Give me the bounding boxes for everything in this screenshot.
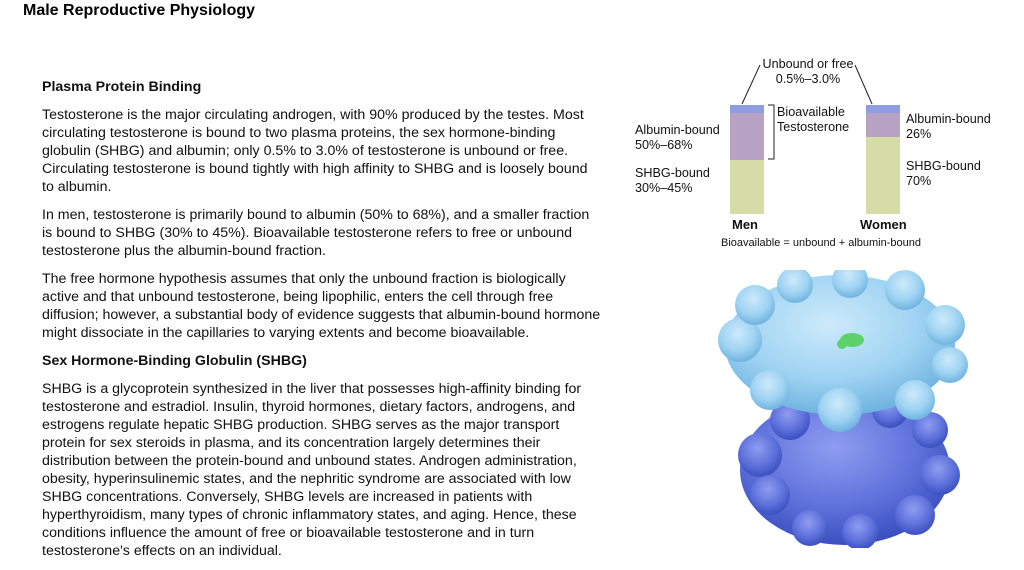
women-albumin-segment: [866, 113, 900, 137]
men-albumin-segment: [730, 113, 764, 160]
section-heading: Sex Hormone-Binding Globulin (SHBG): [42, 353, 307, 369]
paragraph: The free hormone hypothesis assumes that only the unbound fraction is biologically active and that unbound testosterone, being lipophilic, enters the cell through free diffusion; however, a substantial body of evidence suggests that albumin-bound hormone might dissociate in the capillaries to varying extents and become bioavailable.: [42, 271, 601, 341]
women-shbg-label-line2: 70%: [906, 174, 932, 188]
bioavailable-label-line1: Bioavailable: [777, 105, 845, 119]
unbound-label-line2: 0.5%–3.0%: [775, 72, 841, 86]
women-shbg-segment: [866, 137, 900, 214]
men-shbg-label: [635, 166, 710, 196]
paragraph: SHBG is a glycoprotein synthesized in the liver that possesses high-affinity binding for testosterone and estradiol. Insulin, thyroid hormones, dietary factors, androgens, and estrogens regulate hepatic SHBG production. SHBG serves as the major transport protein for sex steroids in plasma, and its concentration largely determines their distribution between the protein-bound and unbound states. Androgen administration, obesity, hyperinsulinemic states, and the nephritic syndrome are associated with low SHBG concentrations. Conversely, SHBG levels are increased in patients with hyperthyroidism, many types of chronic inflammatory states, and aging. Hence, these conditions influence the amount of free or bioavailable testosterone and in turn testosterone's effects on an individual.: [42, 381, 582, 559]
men-unbound-segment: [730, 105, 764, 113]
testosterone-binding-diagram: [620, 55, 1020, 265]
shbg-protein-structure-icon: [700, 270, 990, 548]
bioavailable-label-line2: Testosterone: [777, 120, 850, 134]
men-shbg-label-line1: SHBG-bound: [635, 166, 710, 180]
men-albumin-label: [635, 123, 720, 153]
women-albumin-label-line2: 26%: [906, 127, 932, 141]
paragraph: In men, testosterone is primarily bound to albumin (50% to 68%), and a smaller fraction is bound to SHBG (30% to 45%). Bioavailable testosterone refers to free or unbound testosterone plus the albumin-bound fraction.: [42, 207, 590, 259]
men-shbg-label-line2: 30%–45%: [635, 181, 693, 195]
men-albumin-label-line1: Albumin-bound: [635, 123, 720, 137]
women-unbound-segment: [866, 105, 900, 113]
diagram-footnote: Bioavailable = unbound + albumin-bound: [721, 237, 921, 249]
women-axis-label: Women: [860, 217, 907, 232]
article-body: [42, 78, 602, 570]
men-albumin-label-line2: 50%–68%: [635, 138, 693, 152]
women-shbg-label-line1: SHBG-bound: [906, 159, 981, 173]
section-heading: Plasma Protein Binding: [42, 79, 202, 95]
women-shbg-label: [906, 159, 981, 189]
women-albumin-label: [906, 112, 991, 142]
unbound-label-line1: Unbound or free: [762, 57, 854, 71]
women-albumin-label-line1: Albumin-bound: [906, 112, 991, 126]
paragraph: Testosterone is the major circulating androgen, with 90% produced by the testes. Most circulating testosterone is bound to two plasma proteins, the sex hormone-binding globulin (SHBG) and albumin; only 0.5% to 3.0% of testosterone is unbound or free. Circulating testosterone is bound tightly with high affinity to SHBG and is loosely bound to albumin.: [42, 107, 588, 195]
men-shbg-segment: [730, 160, 764, 214]
bioavailable-label: [777, 105, 849, 135]
men-axis-label: Men: [732, 217, 758, 232]
page-title: Male Reproductive Physiology: [23, 2, 256, 19]
